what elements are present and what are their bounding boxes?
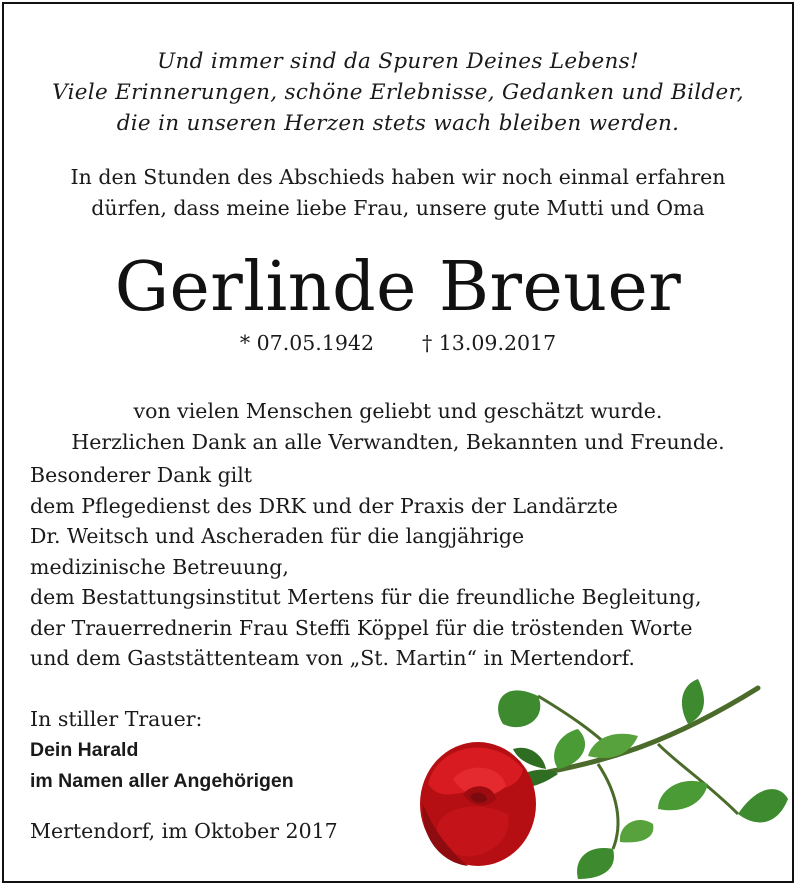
special-thanks-line: dem Pflegedienst des DRK und der Praxis der Landärzte — [30, 493, 618, 518]
special-thanks-line: der Trauerrednerin Frau Steffi Köppel für die tröstenden Worte — [30, 615, 693, 640]
mourning-signature — [30, 704, 294, 797]
intro-text — [4, 162, 792, 224]
deceased-name: Gerlinde Breuer — [114, 248, 682, 327]
special-thanks — [30, 460, 750, 674]
place-and-date: Mertendorf, im Oktober 2017 — [30, 819, 338, 843]
obituary-notice — [2, 2, 794, 883]
mourner-name: Dein Harald — [30, 739, 139, 761]
special-thanks-line: medizinische Betreuung, — [30, 554, 289, 579]
thanks-text — [4, 396, 792, 458]
special-thanks-line: und dem Gaststättenteam von „St. Martin“ in Mertendorf. — [30, 646, 635, 670]
mourning-line: In stiller Trauer: — [30, 707, 203, 731]
death-date: † 13.09.2017 — [422, 331, 557, 355]
thanks-line: Herzlichen Dank an alle Verwandten, Bekannten und Freunde. — [71, 430, 725, 454]
poem — [4, 46, 792, 139]
poem-line: Und immer sind da Spuren Deines Lebens! — [157, 49, 639, 74]
life-dates — [4, 328, 792, 358]
poem-line: die in unseren Herzen stets wach bleiben werden. — [116, 111, 680, 136]
birth-date: * 07.05.1942 — [239, 331, 374, 355]
special-thanks-line: Dr. Weitsch und Ascheraden für die langjährige — [30, 524, 525, 548]
thanks-line: von vielen Menschen geliebt und geschätzt wurde. — [133, 399, 663, 423]
poem-line: Viele Erinnerungen, schöne Erlebnisse, Gedanken und Bilder, — [52, 80, 744, 105]
intro-line: dürfen, dass meine liebe Frau, unsere gute Mutti und Oma — [91, 196, 705, 220]
red-rose-icon — [408, 674, 792, 884]
mourner-relatives: im Namen aller Angehörigen — [30, 770, 294, 792]
special-thanks-line: dem Bestattungsinstitut Mertens für die freundliche Begleitung, — [30, 585, 702, 609]
special-thanks-line: Besonderer Dank gilt — [30, 463, 253, 487]
intro-line: In den Stunden des Abschieds haben wir noch einmal erfahren — [70, 165, 726, 189]
